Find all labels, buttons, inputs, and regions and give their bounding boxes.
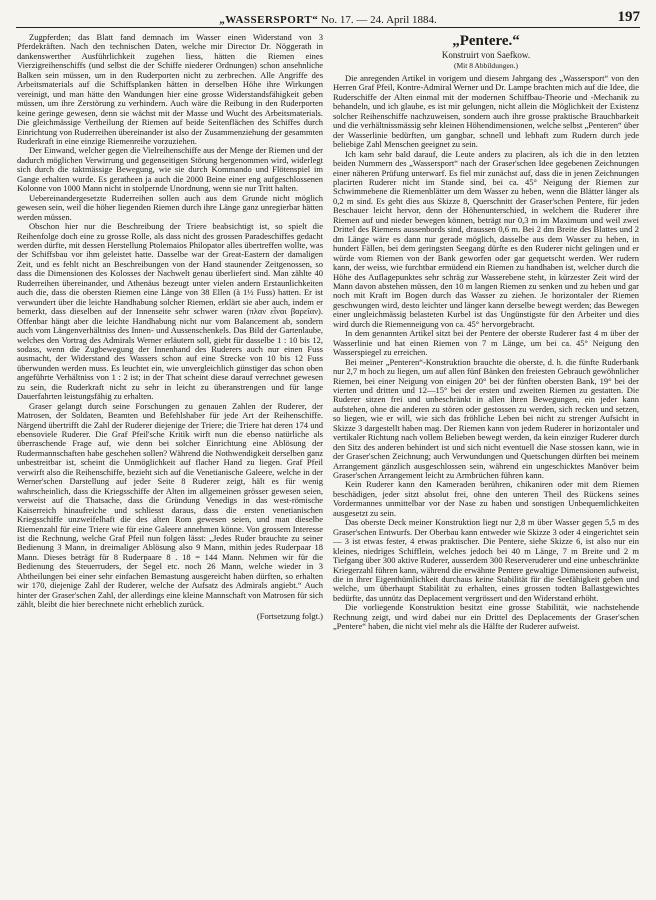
right-paragraph: Kein Ruderer kann den Kameraden berühren, chikaniren oder mit dem Riemen beschädigen, jeder sitzt absolut frei, ohne den unteren Theil des Rückens seines Vordermannes unmittelbar vor der Nase zu haben und sonstigen Unbequemlichkeiten ausgesetzt zu sein. <box>333 479 639 518</box>
issue-info: No. 17. — 24. April 1884. <box>320 14 437 26</box>
left-paragraph: Obschon hier nur die Beschreibung der Triere beabsichtigt ist, so spielt die Reihenfolge doch eine zu grosse Rolle, als dass nicht des grossen Paradeschiffes gedacht werden dürfte, mit dessen Herstellung Ptolemaios Philopator alles übertreffen wollte, was der Schiffsbau vor ihm geleistet hatte. Dasselbe war der Great-Eastern der damaligen Zeit, und es fehlt nicht an Beschreibungen von der Hand staunender Zeitgenossen, so dass die Dimensionen des Kolosses der Nachwelt genau überliefert sind. Man zählte 40 Ruderreihen übereinander, und Athenäus bezeugt unter vielen andern Erstaunlichkeiten auch die, dass die obersten Riemen eine Länge von 38 Ellen (à 1½ Fuss) hatten. Er ist verwundert über die leichte Handhabung solcher Riemen, erklärt sie aber auch, indem er bemerkt, dass dieselben auf der Innenseite sehr schwer waren (πλαν εἶναι βαρεῖαν). Offenbar hängt aber die leichte Handhabung nicht nur vom Balancement ab, sondern auch vom Längenverhältniss des Innen- und Aussenschenkels. Das Bild der Gartenlaube, welches den Vortrag des Admirals Werner erläutern soll, giebt für dasselbe 1 : 10 bis 12, sodass, wenn die Zugbewegung der Innenhand des Ruderers auch nur einen Fuss ausmacht, der Widerstand des Wassers schon auf eine Strecke von 10 bis 12 Fuss überwunden werden muss. Es leuchtet ein, wie unvergleichlich günstiger das schon oben angeführte Verhältniss von 1 : 2 ist; in der That scheint diese darauf verrechnet gewesen zu sein, die Ruderkraft nicht zu sehr in leicht zu überanstrengen und für lange Dauerfahrten leistungsfähig zu erhalten. <box>17 221 323 402</box>
right-paragraph: Die vorliegende Konstruktion besitzt eine grosse Stabilität, wie nachstehende Rechnung zeigt, und wird dabei nur ein Drittel des Deplacements der Graser'schen „Pentere“ haben, die nicht viel mehr als die Hälfte der Ruderer aufweist. <box>333 602 639 632</box>
left-paragraph: Uebereinandergesetzte Ruderreihen sollen auch aus dem Grunde nicht möglich gewesen sein, weil die höher liegenden Riemen durch ihre Länge ganz unregierbar hätten werden müssen. <box>17 192 323 222</box>
right-paragraph: Das oberste Deck meiner Konstruktion liegt nur 2,8 m über Wasser gegen 5,5 m des Graser'schen Entwurfs. Der Oberbau kann entweder wie Skizze 3 oder 4 eingerichtet sein — 3 ist etwas fester, 4 etwas praktischer. Die Pentere, siehe Skizze 6, ist also nur ein kleines, niedriges Schifflein, welches jedoch bei 40 m Länge, 7 m Breite und 2 m Tiefgang über 300 aktive Ruderer, ausserdem 300 Reserveruderer und eine unbeschränkte Kriegerzahl führen kann, während die erwähnte Pentere gewaltige Dimensionen aufweist, die in ihrer Eigenthümlichkeit durchaus keine Stabilität für die Seefähigkeit geben und welche, um überhaupt Stabilität zu erhalten, eines grossen todten Ballastgewichtes bedürfte, das unnütz das Deplacement vergrössert und den Widerstand erhöht. <box>333 517 639 603</box>
left-paragraph: Der Einwand, welcher gegen die Vielreihenschiffe aus der Menge der Riemen und der dadurch möglichen Verwirrung und gegenseitigen Störung hergenommen wird, widerlegt sich durch die taktmässige Bewegung, wie sie durch Kommando und Flötenspiel im Gange erhalten wurde. Es geratheen ja auch die 2000 Beine einer eng aufgeschlossenen Kolonne von 1000 Mann nicht in stolpernde Unordnung, wenn sie nur Tritt halten. <box>17 145 323 194</box>
page-number: 197 <box>617 9 640 25</box>
article-title: „Pentere.“ <box>452 33 520 49</box>
magazine-title: „WASSERSPORT“ <box>219 14 319 26</box>
article-subtitle: Konstruirt von Saefkow. <box>441 50 531 60</box>
header-rule <box>16 27 640 28</box>
right-column <box>333 33 639 891</box>
right-paragraph: In dem genannten Artikel sitzt bei der Pentere der oberste Ruderer fast 4 m über der Wasserlinie und hat einen Riemen von 7 m Länge, um bei ca. 45° Neigung den Wasserspiegel zu erreichen. <box>333 328 639 358</box>
right-paragraph: Die anregenden Artikel in vorigem und diesem Jahrgang des „Wassersport“ von den Herren Graf Pfeil, Kontre-Admiral Werner und Dr. Lampe brachten mich auf die Idee, die Ruderschiffe der Alten einmal mit der modernen Schiffbau-Theorie und -Mechanik zu behandeln, und ich glaube, es ist mir gelungen, nicht allein die Möglichkeit der Existenz solcher Reihenschiffe nachzuweisen, sondern auch ihre grosse praktische Brauchbarkeit und die verhältnissmässig sehr kleinen Höhendimensionen, welche selbst „Penteren“ über der Wasserlinie bedürften, um gangbar, schnell und lebhaft zum Rudern durch jede beliebige Zahl Menschen geeignet zu sein. <box>333 73 639 150</box>
page-header <box>16 8 640 26</box>
left-paragraph: Graser gelangt durch seine Forschungen zu genauen Zahlen der Ruderer, der Matrosen, der Soldaten, Beamten und Befehlshaber für jede Art der Reihenschiffe. Närgend übertrifft die Zahl der Ruderer diejenige der Triere; die Triere hat deren 174 und ebensoviele Ruderer. Die Graf Pfeil'sche Kritik wirft nun die ebenso natürliche als überraschende Frage auf, wie denn bei solcher Einrichtung eine Ablösung der Rudermannschaften habe geschehen sollen? Während die Nothwendigkeit derselben ganz unbestreitbar ist, scheint die Unmöglichkeit auf flacher Hand zu liegen. Graf Pfeil verwirft also die Reihenschiffe, bezieht sich auf die Venetianische Galeere, welche in der Werner'schen Darstellung auf jeder Seite 8 Ruderer zeigt, hält es für wenig wahrscheinlich, dass die Kriegsschiffe der Alten im allgemeinen grösser gewesen seien, verweist auf die Thatsache, dass die Gründung Venedigs in das west-römische Kaiserreich hinaufreiche und schliesst daraus, dass die ersten venetianischen Kriegsschiffe unzweifelhaft die des alten Rom gewesen seien, und man dieselbe Riemenzahl für eine Triere wie für eine Galeere annehmen könne. Von grossem Interesse ist die Rechnung, welche Graf Pfeil nun folgen lässt: „Jedes Ruder brauchte zu seiner Bedienung 3 Mann, in dreimaliger Ablösung also 9 Mann, mithin jedes Ruderpaar 18 Mann. Dieses beträgt für 8 Ruderpaare 8 . 18 = 144 Mann. Nehmen wir für die Bedienung des Steuerruders, der Segel etc. noch 26 Mann, welche wieder in 3 Abtheilungen bei einer sehr einfachen Bemastung ausgereicht haben dürften, so erhalten wir 170, diejenige Zahl der Ruderer, welche der Aufsatz des Admirals angiebt.“ Auch hinter der Graser'schen Zahl, der allerdings eine kleine Mannschaft von Matrosen für sich zählt, bleibt die hier berechnete nicht erheblich zurück. <box>17 400 323 610</box>
continuation-note: (Fortsetzung folgt.) <box>256 610 323 621</box>
right-paragraph: Bei meiner „Penteren“-Konstruktion brauchte die oberste, d. h. die fünfte Ruderbank nur 2,7 m hoch zu liegen, um auf allen fünf Bänken den freiesten Gebrauch gewöhnlicher Riemen, bei einer Neigung von einigen 20° bei der fünften obersten Bank, 19° bei der vierten und dritten und 12—15° bei der ersten und zweiten Riemen zu gestatten. Die Ruderer sitzen frei und unbeschränkt in allen ihren Bewegungen, ein jeder kann aufstehen, ohne die anderen zu stören oder gestossen zu werden, sich recken und setzen, so liegen, wie er will, wie sich das fröhliche Leben bei nicht zu strenger Aufsicht in Skizze 3 dargestellt haben mag. Der Riemen kann von jedem Ruderer in horizontaler und vertikaler Richtung nach vollem Belieben bewegt werden, da kein einziger Ruderer durch den Sitz des anderen behindert ist und sich nicht eventuell die Nase stossen kann, wie in der Graser'schen Zeichnung; auch Verwundungen und Quetschungen dürften bei meinem Arrangement gänzlich ausgeschlossen sein, während ein ungeschicktes Manöver beim Graser'schen Arrangement leicht zu Armbrüchen führen kann. <box>333 356 639 481</box>
left-column <box>17 33 323 891</box>
right-paragraph: Ich kam sehr bald darauf, die Leute anders zu placiren, als ich die in den letzten beiden Nummern des „Wassersport“ nach der Graser'schen Idee gegebenen Zeichnungen einer näheren Prüfung unterwarf. Es fiel mir zunächst auf, dass die in jenen Zeichnungen placirten Ruderer nicht im Stande sind, bei ca. 45° Neigung der Riemen zur Schwimmebene die Riemenblätter um dem Wasser zu heben, wenn die Blätter länger als 0,2 m sind. Es geht dies aus Skizze 8, Querschnitt der Graser'schen Pentere, für jeden Beschauer leicht hervor, denn der Höhenunterschied, in welchem die Ruderer ihre Riemen auf und nieder bewegen können, beträgt nur 0,3 m im Maximum und weil zwei Drittel des Riemens aussenbords sind, draussen 0,6 m. Bei 2 dm Breite des Blattes und 2 dm Länge wäre es dann nur gerade möglich, dasselbe aus dem Wasser zu heben, in hundert Fällen, bei dem geringsten Seegang dürfte es den Ruderer nicht gelingen und er würde vom Riemen von der Bank geworfen oder gar gequetscht werden. Wer rudern kann, der weiss, wie furchtbar ermüdend ein Riemen zu handhaben ist, welcher durch die Höhe des Auflagepunktes sehr schräg zur Wasserebene steht, in kürzester Zeit wird der Mann davon abstehen müssen, den 10 m langen Riemen zu senken und zu heben und gar noch mit Kraft im Bogen durch das Wasser zu ziehen. Je horizontaler der Riemen geschwungen wird, desto leichter und länger kann derselbe bewegt werden; das Bewegen einer ungleichmässig belasteten Kurbel ist das Ungünstigste für den Arbeiter und dies wird durch die Riemenneigung von ca. 45° hervorgebracht. <box>333 148 639 329</box>
left-paragraph: Zugpferden; das Blatt fand demnach im Wasser einen Widerstand von 3 Pferdekräften. Nach den technischen Daten, welche mir Director Dr. Nöggerath in dankenswerther Ausführlichkeit zugehen liess, hätten die Riemen eines Vierzigreihenschiffs (und selbst die der Schiffe niederer Ordnungen) schon ansehnliche Balken sein müssen, um in den Ruderporten nicht zu zerbrechen. Alle Angriffe des Arbeitsmaterials auf die Schiffsplanken hätten in derselben Höhe ihre Wirkungen vereinigt, und man hätte den Wandungen hier eine grosse Widerstandsfähigkeit geben müssen, um ihre Zerstörung zu verhindern. Auch wäre die Reibung in den Ruderporten keine geringe gewesen, denn sie wächst mit der Masse und Wucht des Arbeitsmaterials. Die gleichmässige Vertheilung der Riemen auf beide Seitenflächen des Schiffes durch Einrichtung von Ruderreihen übereinander ist also der Zusammenziehung der gesammten Ruderkraft in eine einzige Riemenreihe vorzuziehen. <box>17 33 323 146</box>
article-illustrations-note: (Mit 8 Abbildungen.) <box>454 61 518 70</box>
